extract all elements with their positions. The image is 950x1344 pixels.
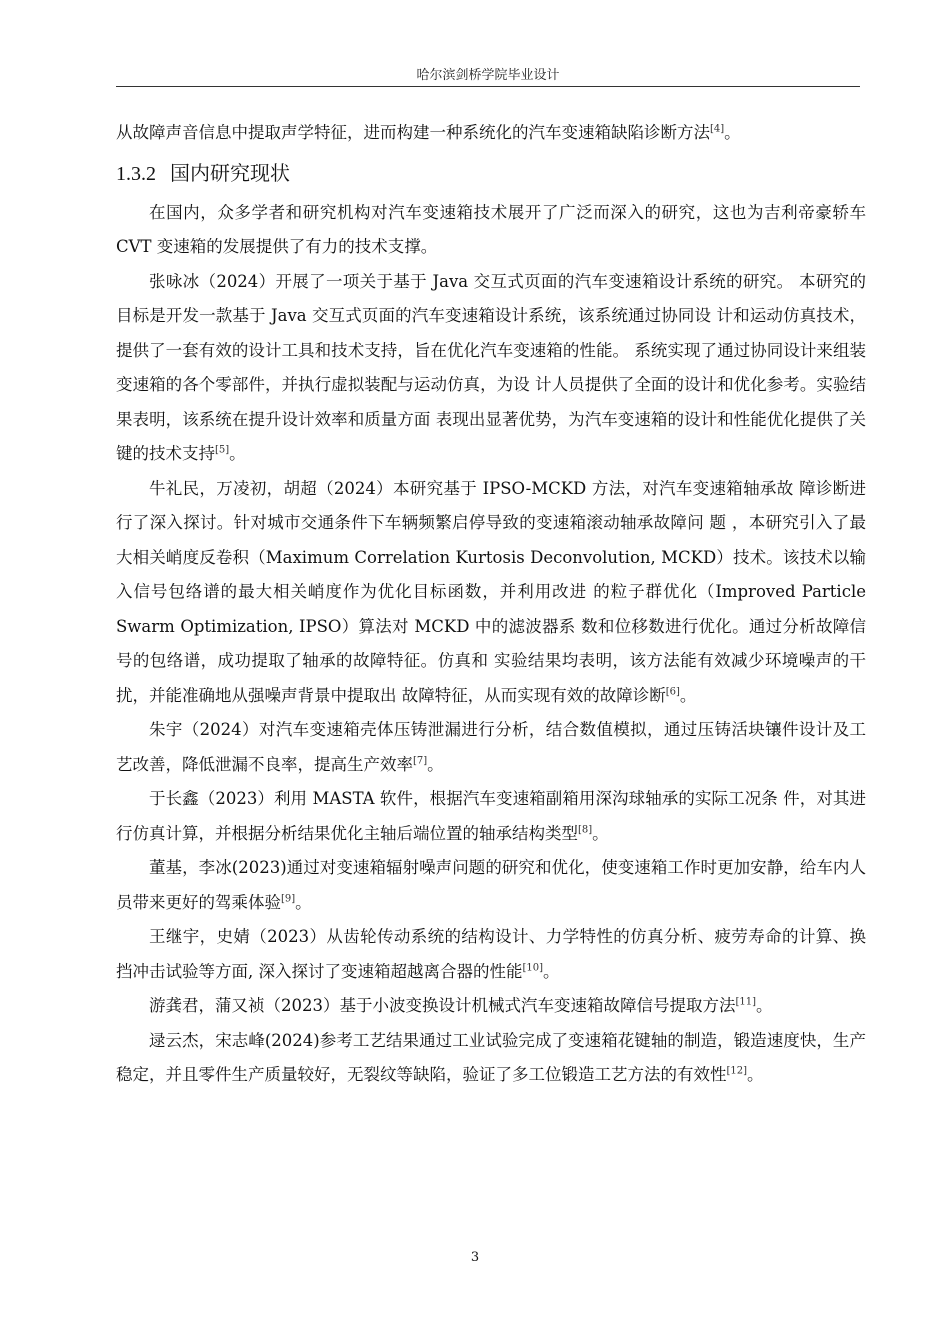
paragraph-tail: 。 xyxy=(295,892,312,912)
paragraph-tail: 。 xyxy=(592,823,609,843)
paragraph xyxy=(116,265,866,472)
paragraph-tail: 。 xyxy=(724,123,741,142)
paragraph xyxy=(116,196,866,265)
page-header-title: 哈尔滨剑桥学院毕业设计 xyxy=(416,68,560,83)
paragraph-tail: 。 xyxy=(679,685,697,705)
citation-ref: [4] xyxy=(710,123,725,135)
section-number: 1.3.2 xyxy=(116,162,156,185)
paragraph-text: 游龚君，蒲又祯（2023）基于小波变换设计机械式汽车变速箱故障信号提取方法 xyxy=(149,996,736,1015)
page-number: 3 xyxy=(470,1250,480,1265)
paragraph-text: 王继宇，史婧（2023）从齿轮传动系统的结构设计、力学特性的仿真分析、疲劳寿命的计算、换挡冲击试验等方面, 深入探讨了变速箱超越离合器的性能 xyxy=(116,927,866,981)
paragraph-text: 董基，李冰(2023)通过对变速箱辐射噪声问题的研究和优化，使变速箱工作时更加安静，给车内人员带来更好的驾乘体验 xyxy=(116,858,866,912)
intro-continuation-paragraph xyxy=(116,116,866,151)
paragraph-tail: 。 xyxy=(543,961,560,981)
citation-ref: [7] xyxy=(413,755,428,766)
paragraph xyxy=(116,713,866,782)
paragraph-text: 在国内，众多学者和研究机构对汽车变速箱技术展开了广泛而深入的研究，这也为吉利帝豪轿车 CVT 变速箱的发展提供了有力的技术支撑。 xyxy=(116,202,866,256)
header-divider xyxy=(116,86,860,87)
citation-ref: [11] xyxy=(735,996,757,1008)
paragraph-tail: 。 xyxy=(427,754,444,774)
page-body xyxy=(116,116,866,1093)
paragraph xyxy=(116,472,866,714)
paragraph-tail: 。 xyxy=(756,996,773,1015)
paragraph-tail: 。 xyxy=(229,444,246,463)
paragraph-tail: 。 xyxy=(747,1065,764,1084)
paragraph-text: 朱宇（2024）对汽车变速箱壳体压铸泄漏进行分析，结合数值模拟，通过压铸活块镶件设计及工艺改善，降低泄漏不良率，提高生产效率 xyxy=(116,720,866,774)
citation-ref: [10] xyxy=(522,962,544,973)
section-heading xyxy=(116,151,866,196)
paragraph-text: 从故障声音信息中提取声学特征，进而构建一种系统化的汽车变速箱缺陷诊断方法 xyxy=(116,123,710,142)
paragraph-text: 牛礼民，万凌初，胡超（2024）本研究基于 IPSO-MCKD 方法，对汽车变速箱轴承故 障诊断进行了深入探讨。针对城市交通条件下车辆频繁启停导致的变速箱滚动轴承故障问 题 ，本研究引入了最大相关峭度反卷积（Maximum Correlation Kurtosis Deconvolution, MCKD）技术。该技术以输入信号包络谱的最大相关峭度作为优化目标函数，并利用改进 的粒子群优化（Improved Particle Swarm Optimization, IPSO）算法对 MCKD 中的滤波器系 数和位移数进行优化。通过分析故障信号的包络谱，成功提取了轴承的故障特征。仿真和 实验结果均表明，该方法能有效减少环境噪声的干扰，并能准确地从强噪声背景中提取出 故障特征，从而实现有效的故障诊断 xyxy=(116,478,866,705)
citation-ref: [6] xyxy=(665,686,680,697)
paragraph-text: 张咏冰（2024）开展了一项关于基于 Java 交互式页面的汽车变速箱设计系统的研究。 本研究的目标是开发一款基于 Java 交互式页面的汽车变速箱设计系统，该系统通过协同设 计和运动仿真技术，提供了一套有效的设计工具和技术支持，旨在优化汽车变速箱的性能。 系统实现了通过协同设计来组装变速箱的各个零部件，并执行虚拟装配与运动仿真，为设 计人员提供了全面的设计和优化参考。实验结果表明，该系统在提升设计效率和质量方面 表现出显著优势，为汽车变速箱的设计和性能优化提供了关键的技术支持 xyxy=(116,271,866,463)
citation-ref: [12] xyxy=(726,1065,748,1077)
paragraph xyxy=(116,989,866,1024)
paragraph xyxy=(116,920,866,989)
paragraph xyxy=(116,851,866,920)
paragraph-text: 逯云杰，宋志峰(2024)参考工艺结果通过工业试验完成了变速箱花键轴的制造，锻造速度快，生产稳定，并且零件生产质量较好，无裂纹等缺陷，验证了多工位锻造工艺方法的有效性 xyxy=(116,1030,866,1084)
paragraph xyxy=(116,1024,866,1093)
citation-ref: [9] xyxy=(281,893,296,904)
section-title: 国内研究现状 xyxy=(170,160,290,185)
citation-ref: [5] xyxy=(215,444,230,456)
paragraph-text: 于长鑫（2023）利用 MASTA 软件，根据汽车变速箱副箱用深沟球轴承的实际工况条 件，对其进行仿真计算，并根据分析结果优化主轴后端位置的轴承结构类型 xyxy=(116,789,866,843)
paragraph xyxy=(116,782,866,851)
citation-ref: [8] xyxy=(578,824,593,835)
